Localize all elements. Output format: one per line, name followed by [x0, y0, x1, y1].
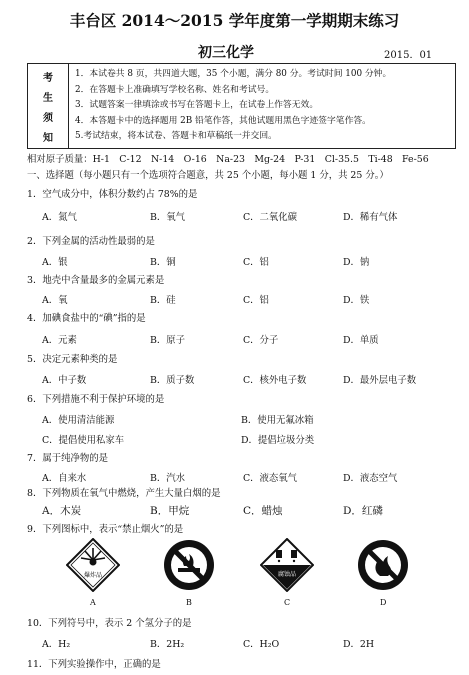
question-option: A．中子数	[42, 375, 87, 386]
question-option: C．液态氧气	[243, 473, 298, 484]
notice-head	[28, 64, 69, 148]
page-title: 丰台区 2014～2015 学年度第一学期期末练习	[69, 11, 400, 30]
icon-option-label: B	[186, 598, 192, 607]
no-smoking-icon	[162, 538, 216, 592]
atomic-masses: 相对原子质量：H-1 C-12 N-14 O-16 Na-23 Mg-24 P-31 Cl-35.5 Ti-48 Fe-56	[27, 154, 429, 165]
question-option: C．提倡使用私家车	[42, 435, 125, 446]
question-stem: 3．地壳中含量最多的金属元素是	[27, 275, 165, 286]
question-stem: 8．下列物质在氧气中燃烧，产生大量白烟的是	[27, 488, 221, 499]
question-stem: 6．下列措施不利于保护环境的是	[27, 394, 165, 405]
question-option: A．木炭	[42, 505, 82, 517]
notice-line: 3．试题答案一律填涂或书写在答题卡上，在试卷上作答无效。	[75, 100, 319, 111]
notice-line: 4．本答题卡中的选择题用 2B 铅笔作答，其他试题用黑色字迹签字笔作答。	[75, 115, 371, 126]
question-option: D．提倡垃圾分类	[241, 435, 315, 446]
question-option: B．铜	[150, 257, 176, 268]
question-option: B．氧气	[150, 212, 186, 223]
question-option: A．H₂	[42, 639, 71, 650]
question-option: B．2H₂	[150, 639, 185, 650]
exam-date: 2015．01	[384, 50, 433, 61]
question-option: C．二氧化碳	[243, 212, 298, 223]
question-option: D．最外层电子数	[343, 375, 417, 386]
question-option: D．红磷	[343, 505, 383, 517]
notice-line: 5.考试结束，将本试卷、答题卡和草稿纸一并交回。	[75, 131, 277, 142]
question-option: D．铁	[343, 295, 370, 306]
question-option: D．单质	[343, 335, 379, 346]
question-option: C．核外电子数	[243, 375, 307, 386]
question-stem: 9．下列图标中，表示“禁止烟火”的是	[27, 524, 184, 535]
question-option: C．铝	[243, 257, 269, 268]
question-option: D．稀有气体	[343, 212, 398, 223]
question-option: A．使用清洁能源	[42, 415, 115, 426]
explosive-icon	[66, 538, 120, 592]
notice-box	[27, 63, 456, 149]
notice-lines	[75, 67, 391, 145]
icon-option-label: A	[90, 598, 96, 607]
notice-head-char: 须	[43, 113, 53, 124]
explosive-icon-label: 爆炸品	[83, 572, 103, 579]
icon-option-label: D	[380, 598, 387, 607]
question-option: C．铝	[243, 295, 269, 306]
question-option: A．氧	[42, 295, 68, 306]
question-option: C．蜡烛	[243, 505, 283, 517]
question-option: B．质子数	[150, 375, 195, 386]
question-stem: 5．决定元素种类的是	[27, 354, 118, 365]
question-option: C．H₂O	[243, 639, 280, 650]
question-option: B．甲烷	[150, 505, 190, 517]
question-option: B．汽水	[150, 473, 186, 484]
question-option: C．分子	[243, 335, 279, 346]
corrosive-icon	[260, 538, 314, 592]
question-option: D．2H	[343, 639, 375, 650]
question-stem: 11．下列实验操作中，正确的是	[27, 659, 161, 670]
notice-head-char: 知	[43, 133, 53, 144]
no-fire-icon	[356, 538, 410, 592]
question-stem: 4．加碘食盐中的“碘”指的是	[27, 313, 146, 324]
question-option: A．银	[42, 257, 68, 268]
question-option: B．使用无氟冰箱	[241, 415, 314, 426]
question-stem: 1．空气成分中，体积分数约占 78%的是	[27, 189, 198, 200]
question-option: A．元素	[42, 335, 77, 346]
question-option: D．液态空气	[343, 473, 398, 484]
notice-line: 1．本试卷共 8 页，共四道大题，35 个小题，满分 80 分。考试时间 100 分钟。	[75, 69, 392, 79]
question-option: B．硅	[150, 295, 176, 306]
notice-line: 2．在答题卡上准确填写学校名称、姓名和考试号。	[75, 84, 275, 95]
question-option: D．钠	[343, 257, 370, 268]
page-subtitle: 初三化学	[198, 45, 254, 61]
question-stem: 2．下列金属的活动性最弱的是	[27, 236, 155, 247]
notice-head-char: 生	[43, 93, 53, 104]
corrosive-icon-label: 腐蚀品	[277, 571, 297, 578]
question-stem: 10．下列符号中，表示 2 个氢分子的是	[27, 618, 192, 629]
question-option: A．氮气	[42, 212, 77, 223]
icon-option-label: C	[284, 598, 291, 607]
question-option: B．原子	[150, 335, 186, 346]
notice-head-char: 考	[43, 73, 53, 84]
question-option: A．自来水	[42, 473, 87, 484]
question-stem: 7．属于纯净物的是	[27, 453, 108, 464]
section-heading: 一、选择题（每小题只有一个选项符合题意，共 25 个小题，每小题 1 分，共 25 分。）	[27, 170, 389, 181]
